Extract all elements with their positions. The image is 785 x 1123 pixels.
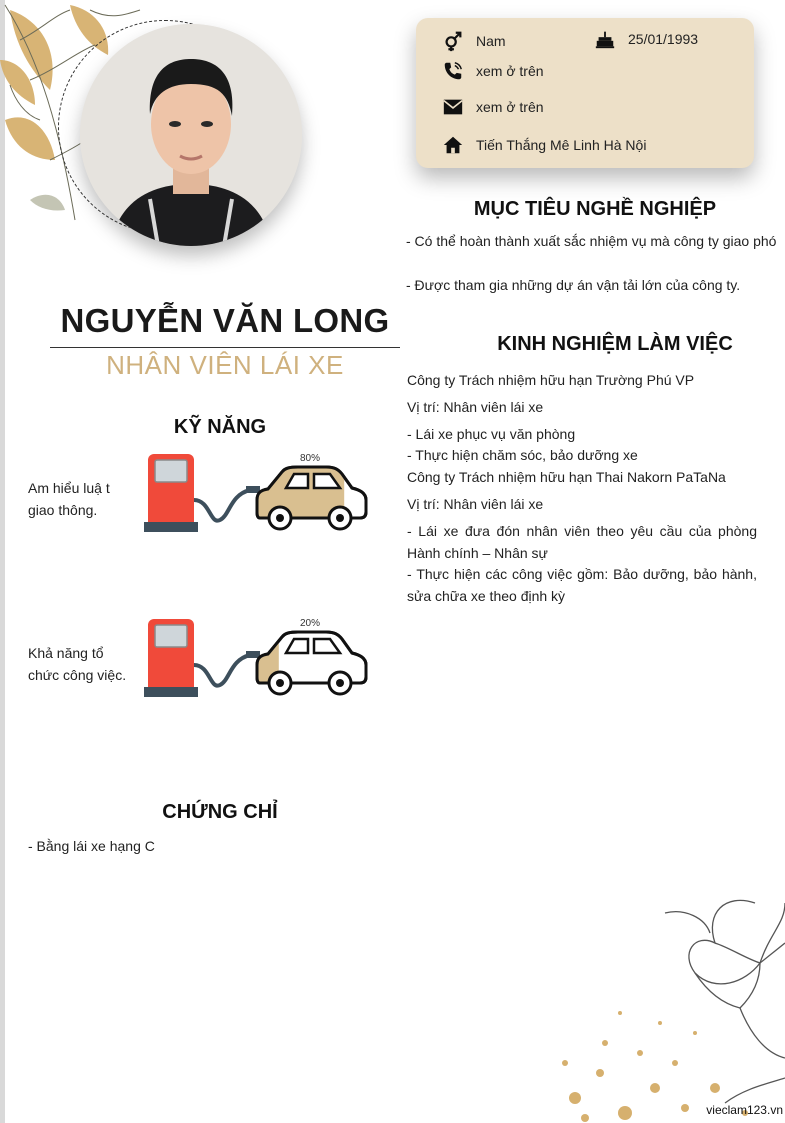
skill-1-label: Am hiểu luậ t giao thông. [28, 480, 110, 518]
avatar [80, 24, 302, 246]
address-value: Tiến Thắng Mê Linh Hà Nội [476, 137, 647, 153]
job-2-position: Vị trí: Nhân viên lái xe [407, 496, 544, 512]
email-value: xem ở trên [476, 99, 544, 115]
fuel-pump-icon [144, 619, 260, 697]
certificate-item: - Bằng lái xe hạng C [28, 838, 155, 854]
envelope-icon [442, 96, 464, 118]
skill-2-meter [140, 615, 370, 700]
flower-decoration-icon [545, 873, 785, 1123]
footer-brand: vieclam123.vn [706, 1103, 783, 1117]
job-1-company: Công ty Trách nhiệm hữu hạn Trường Phú VP [407, 372, 695, 388]
gender-icon [442, 30, 464, 52]
skill-1-percent: 80% [300, 453, 321, 464]
person-photo-icon [80, 24, 302, 246]
phone-row [442, 60, 544, 82]
skills-title: KỸ NĂNG [173, 416, 267, 438]
birthdate-value: 25/01/1993 [628, 31, 699, 47]
job-1-position: Vị trí: Nhân viên lái xe [407, 399, 544, 415]
job-title: NHÂN VIÊN LÁI XE [106, 350, 344, 380]
gender-row [442, 30, 506, 52]
skill-2-percent: 20% [300, 618, 321, 629]
skill-1-meter [140, 450, 370, 535]
objective-line-1: - Có thể hoàn thành xuất sắc nhiệm vụ mà công ty giao phó [406, 233, 777, 249]
job-1-duty: - Thực hiện chăm sóc, bảo dưỡng xe [407, 447, 638, 463]
phone-icon [442, 60, 464, 82]
birthdate-row [594, 28, 698, 50]
fuel-pump-icon [144, 454, 260, 532]
contact-info-card [416, 18, 754, 168]
objective-title: MỤC TIÊU NGHỀ NGHIỆP [473, 198, 717, 220]
experience-title: KINH NGHIỆM LÀM VIỆC [497, 333, 733, 355]
phone-value: xem ở trên [476, 63, 544, 79]
job-2-duty: - Thực hiện các công việc gồm: Bảo dưỡng, bảo hành, sửa chữa xe theo định kỳ [407, 566, 757, 604]
name-divider [50, 347, 400, 348]
objective-line-2: - Được tham gia những dự án vận tải lớn của công ty. [406, 277, 741, 293]
gender-value: Nam [476, 33, 506, 49]
home-icon [442, 134, 464, 156]
job-2-company: Công ty Trách nhiệm hữu hạn Thai Nakorn PaTaNa [407, 469, 726, 485]
email-row [442, 96, 544, 118]
job-2-duty: - Lái xe đưa đón nhân viên theo yêu cầu của phòng Hành chính – Nhân sự [407, 523, 757, 561]
skill-2-label: Khả năng tổ chức công việc. [28, 645, 127, 683]
candidate-name: NGUYỄN VĂN LONG [60, 302, 390, 339]
birthday-cake-icon [594, 28, 616, 50]
certificates-title: CHỨNG CHỈ [162, 801, 278, 823]
address-row [442, 134, 646, 156]
car-icon [257, 467, 366, 529]
car-icon [257, 632, 366, 694]
job-1-duty: - Lái xe phục vụ văn phòng [407, 426, 576, 442]
